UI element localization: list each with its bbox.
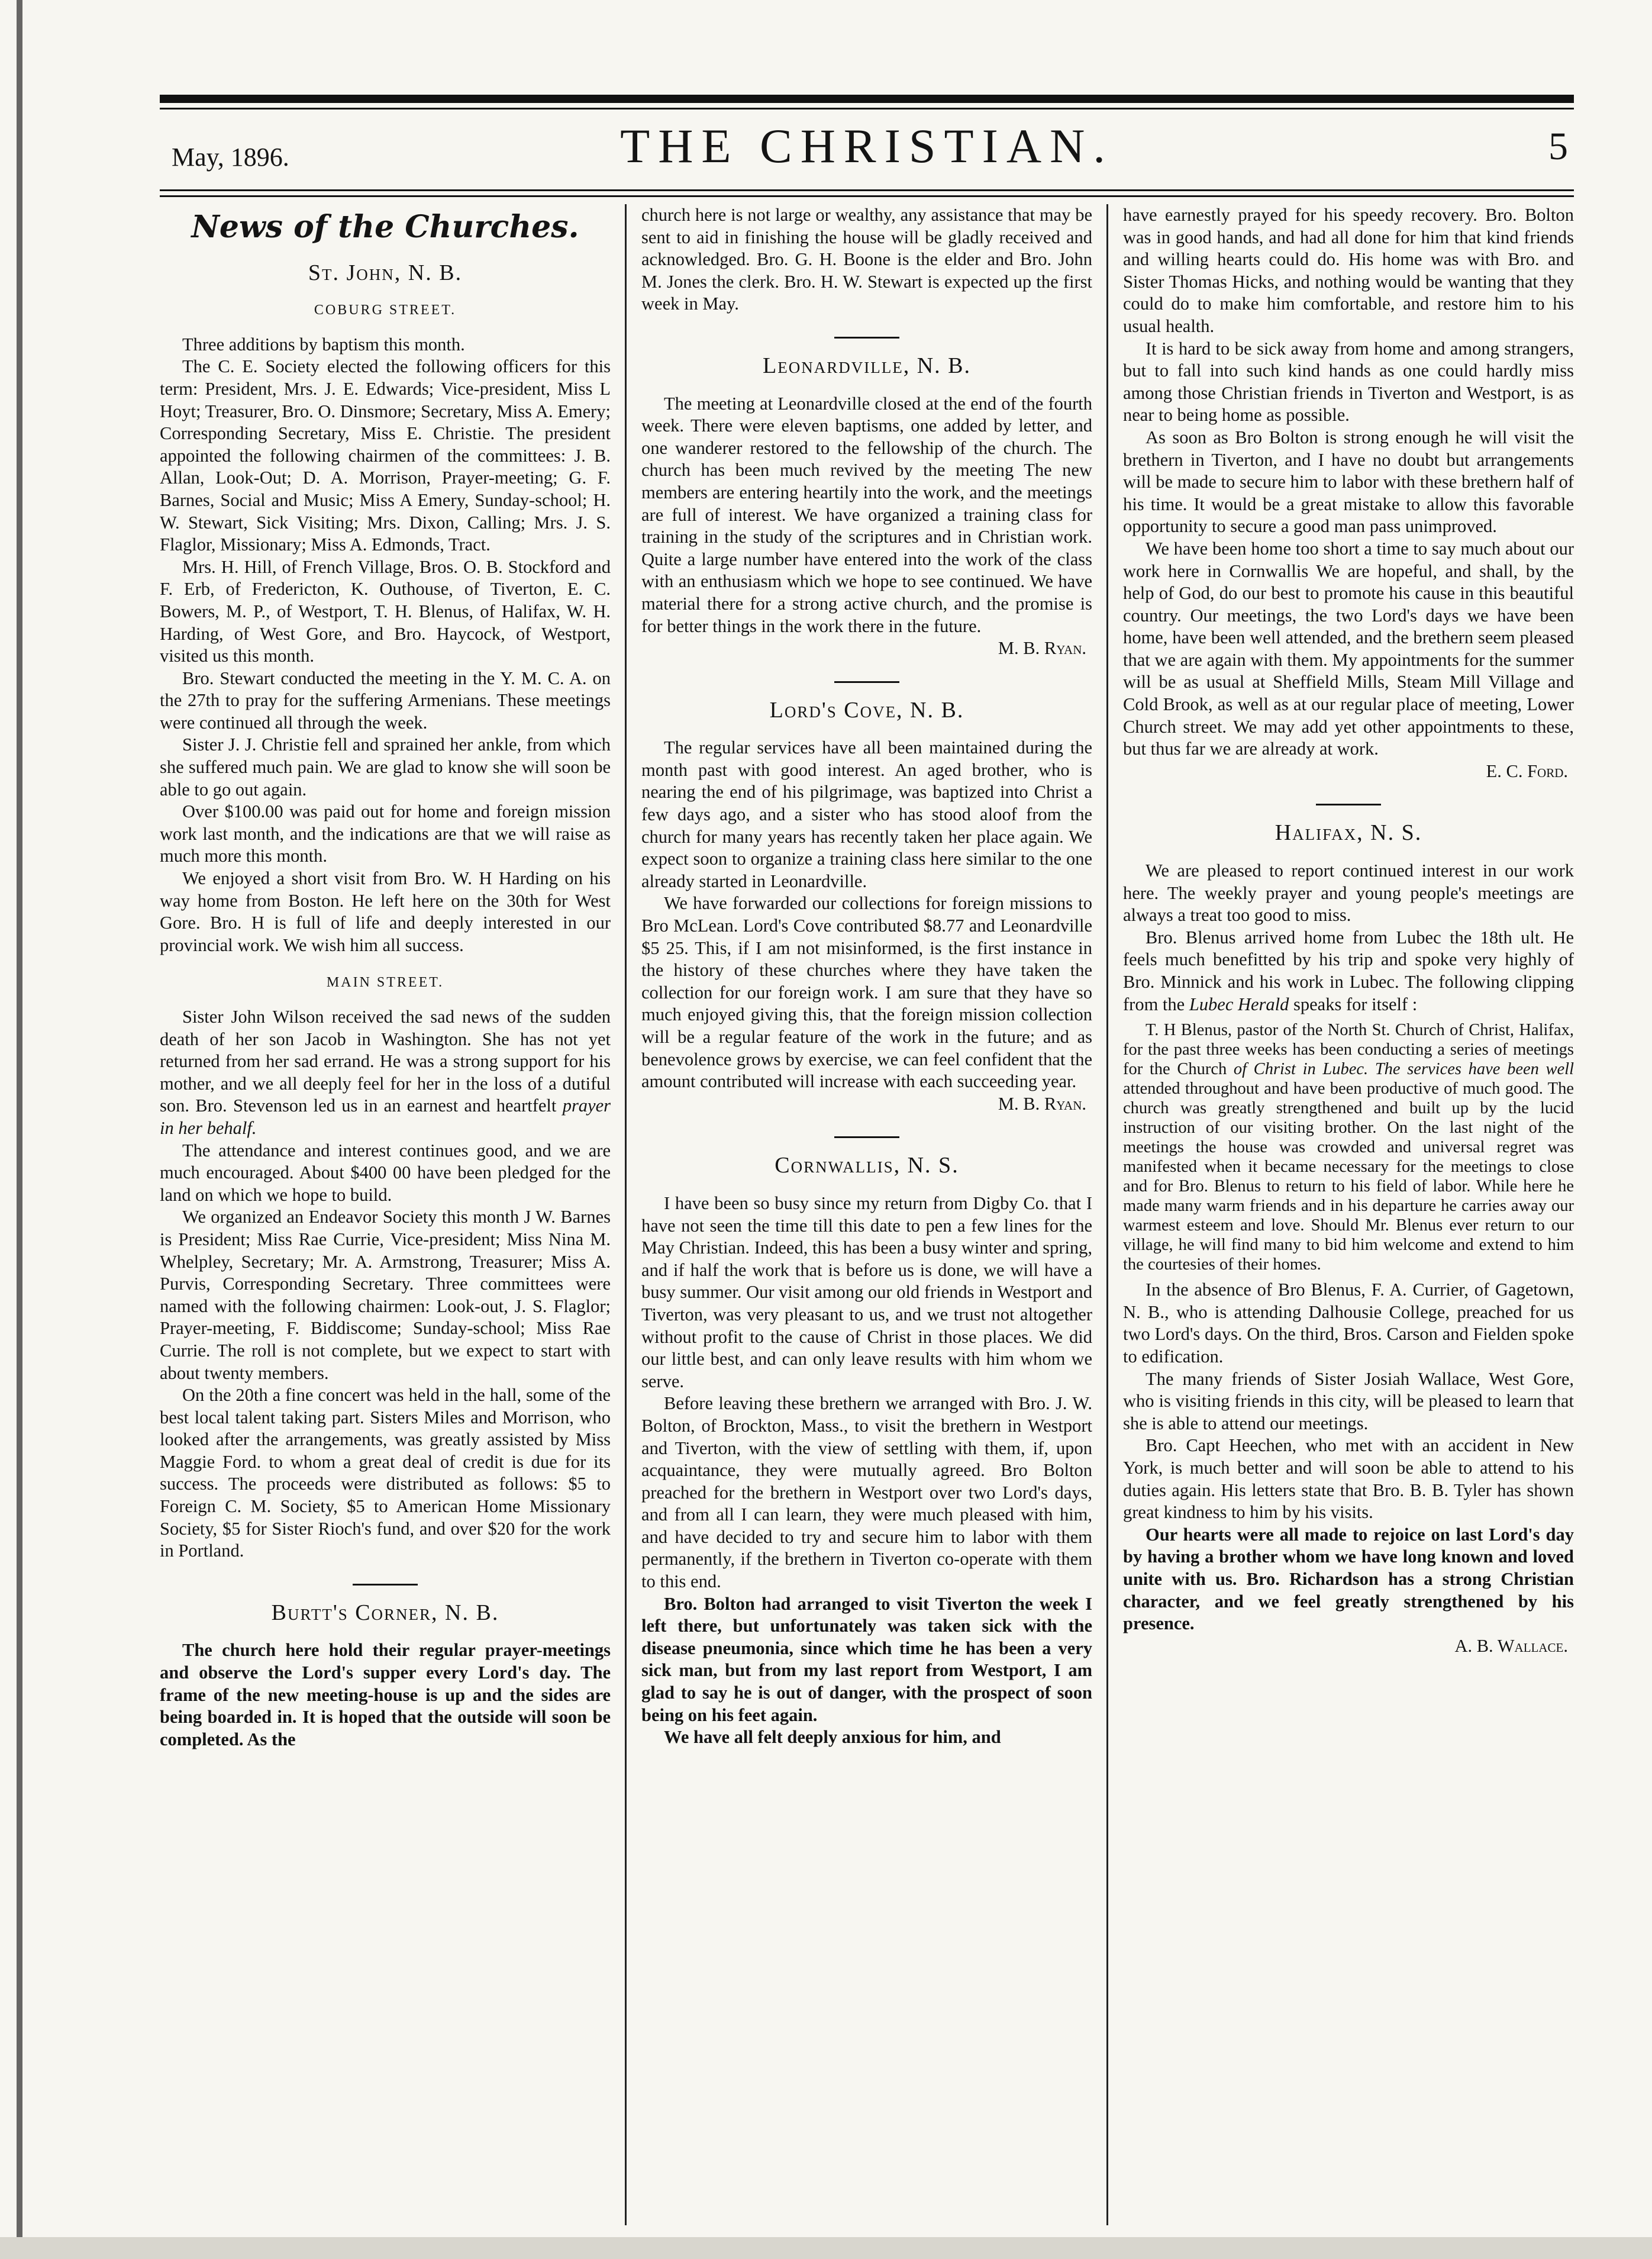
paragraph: church here is not large or wealthy, any assistance that may be sent to aid in finishing the house will be gladly received and acknowledged. Bro. G. H. Boone is the elder and Bro. John M. Jones the clerk. Bro. H. W. Stewart is expected up the first week in May.	[641, 205, 1092, 314]
signature: A. B. Wallace.	[1454, 1635, 1568, 1656]
paragraph: I have been so busy since my return from Digby Co. that I have not seen the time till this date to pen a few lines for the May Christian. Indeed, this has been a busy winter and spring, and if half the work that is before us is done, we will have a busy summer. Our visit among our old friends in Westport and Tiverton, was very pleasant to us, and we trust not altogether without profit to the cause of Christ in those places. We did our little best, and can only leave results with him whom we serve.	[641, 1193, 1092, 1391]
separator	[834, 681, 899, 683]
italic-text: prayer in her behalf.	[160, 1095, 611, 1138]
column-divider	[1106, 204, 1108, 2225]
column-3	[1123, 204, 1574, 1657]
top-rule	[160, 95, 1574, 103]
paragraph: The C. E. Society elected the following officers for this term: President, Mrs. J. E. Edwards; Vice-president, Miss L Hoyt; Treasurer, Bro. O. Dinsmore; Secretary, Miss A. Emery; Corresponding Secretary, Miss E. Christie. The president appointed the following chairmen of the committees: J. B. Allan, Look-Out; D. A. Morrison, Prayer-meeting; G. F. Barnes, Social and Music; Miss A Emery, Sunday-school; H. W. Stewart, Sick Visiting; Mrs. Dixon, Calling; Mrs. J. S. Flaglor, Missionary; Miss A. Edmonds, Tract.	[160, 356, 611, 555]
paragraph: As soon as Bro Bolton is strong enough he will visit the brethern in Tiverton, and I have no doubt but arrangements will be made to secure him to labor with these brethern half of his time. It would be a great mistake to allow this favorable opportunity to secure a good man pass unimproved.	[1123, 427, 1574, 537]
separator	[1316, 804, 1381, 805]
paragraph: Over $100.00 was paid out for home and foreign mission work last month, and the indications are that we will raise as much more this month.	[160, 801, 611, 866]
paragraph-text: speaks for itself :	[1293, 994, 1418, 1014]
paragraph: The regular services have all been maintained during the month past with good interest. An aged brother, who is nearing the end of his pilgrimage, was baptized into Christ a few days ago, and a sister who has stood aloof from the church for many years has recently taken her place again. We expect soon to organize a training class here similar to the one already started in Leonardville.	[641, 737, 1092, 891]
italic-text: of Christ in Lubec. The services have been well	[1233, 1060, 1574, 1079]
separator	[834, 1136, 899, 1138]
paragraph: We have been home too short a time to say much about our work here in Cornwallis We are hopeful, and shall, by the help of God, do our best to promote his cause in this beautiful country. Our meetings, the two Lord's days we have been home, have been well attended, and the brethern seem pleased that we are again with them. My appointments for the summer will be as usual at Sheffield Mills, Steam Mill Village and Cold Brook, as well as at our regular place of meeting, Lower Church street. We may add yet other appointments to these, but thus far we are already at work.	[1123, 538, 1574, 759]
issue-date: May, 1896.	[172, 143, 289, 172]
paragraph: The meeting at Leonardville closed at the end of the fourth week. There were eleven baptisms, one added by letter, and one wanderer restored to the fellowship of the church. The church has been much revived by the meeting The new members are entering heartily into the work, and the meetings are full of interest. We have organized a training class for training in the study of the scriptures and in Christian work. Quite a large number have entered into the work of the class with an enthusiasm which we hope to see continued. We have material there for a strong active church, and the promise is for better things in the work there in the future.	[641, 393, 1092, 636]
scan-edge	[17, 0, 22, 2259]
article-subtitle: COBURG STREET.	[314, 302, 457, 318]
paragraph	[160, 1006, 611, 1140]
paragraph	[1123, 927, 1574, 1016]
column-2	[641, 204, 1092, 1749]
paragraph-text: Sister John Wilson received the sad news of the sudden death of her son Jacob in Washington. She has not yet returned from her sad errand. He was a strong support for his mother, and we all deeply feel for her in the loss of a dutiful son. Bro. Stevenson led us in an earnest and heartfelt	[160, 1007, 611, 1116]
article-title: St. John, N. B.	[308, 260, 463, 285]
paragraph: have earnestly prayed for his speedy recovery. Bro. Bolton was in good hands, and had all done for him that kind friends and willing hearts could do. His home was with Bro. and Sister Thomas Hicks, and nothing would be wanting that they could do to make him comfortable, and restore him to his usual health.	[1123, 205, 1574, 336]
article-title: Burtt's Corner, N. B.	[271, 1600, 499, 1625]
paragraph: It is hard to be sick away from home and among strangers, but to fall into such kind hands as one could hardly miss among those Christian friends in Tiverton and Westport, is as near to being home as possible.	[1123, 338, 1574, 426]
signature: E. C. Ford.	[1486, 760, 1568, 781]
paragraph: We are pleased to report continued interest in our work here. The weekly prayer and young people's meetings are always a treat too good to miss.	[1123, 861, 1574, 926]
paragraph: We enjoyed a short visit from Bro. W. H Harding on his way home from Boston. He left here on the 30th for West Gore. Bro. H is full of life and deeply interested in our provincial work. We wish him all success.	[160, 868, 611, 955]
paragraph: Before leaving these brethern we arranged with Bro. J. W. Bolton, of Brockton, Mass., to visit the brethern in Westport and Tiverton, with the view of settling with them, if, upon acquaintance, they were mutually agreed. Bro Bolton preached for the brethern in Westport over two Lord's days, and from all I can learn, they were much pleased with him, and have decided to try and secure him to labor with them permanently, if the brethern in Tiverton co-operate with them to this end.	[641, 1393, 1092, 1592]
article-title: Cornwallis, N. S.	[775, 1153, 959, 1178]
top-rule-thin	[160, 108, 1574, 109]
newspaper-page	[160, 95, 1574, 2225]
columns	[160, 204, 1574, 2225]
paragraph: Sister J. J. Christie fell and sprained her ankle, from which she suffered much pain. We are glad to know she will soon be able to go out again.	[160, 734, 611, 800]
paragraph: Bro. Capt Heechen, who met with an accident in New York, is much better and will soon be able to attend to his duties again. His letters state that Bro. B. B. Tyler has shown great kindness to him by his visits.	[1123, 1435, 1574, 1523]
signature: M. B. Ryan.	[998, 638, 1086, 659]
paragraph: In the absence of Bro Blenus, F. A. Currier, of Gagetown, N. B., who is attending Dalhousie College, preached for us two Lord's days. On the third, Bros. Carson and Fielden spoke to edification.	[1123, 1280, 1574, 1367]
quoted-clipping	[1123, 1020, 1574, 1274]
article-title: Lord's Cove, N. B.	[769, 697, 964, 723]
article-title: Leonardville, N. B.	[763, 353, 971, 378]
paragraph: We have forwarded our collections for foreign missions to Bro McLean. Lord's Cove contributed $8.77 and Leonardville $5 25. This, if I am not misinformed, is the first instance in the history of these churches where they have taken the collection for our foreign work. I am sure that they have so much enjoyed giving this, that the foreign mission collection will be a regular feature of the work in the future; and as benevolence grows by exercise, we can feel confident that the amount contributed will increase with each succeeding year.	[641, 893, 1092, 1092]
paragraph: Mrs. H. Hill, of French Village, Bros. O. B. Stockford and F. Erb, of Fredericton, K. Outhouse, of Tiverton, E. C. Bowers, M. P., of Westport, T. H. Blenus, of Halifax, W. H. Harding, of West Gore, and Bro. Haycock, of Westport, visited us this month.	[160, 556, 611, 666]
paragraph: The church here hold their regular prayer-meetings and observe the Lord's supper every Lord's day. The frame of the new meeting-house is up and the sides are being boarded in. It is hoped that the outside will soon be completed. As the	[160, 1640, 611, 1749]
italic-text: Lubec Herald	[1189, 994, 1289, 1014]
page-number: 5	[1548, 125, 1568, 168]
section-heading: News of the Churches.	[191, 209, 579, 245]
paragraph: We have all felt deeply anxious for him, and	[664, 1727, 1001, 1748]
masthead-rule	[160, 189, 1574, 191]
signature: M. B. Ryan.	[998, 1093, 1086, 1114]
separator	[834, 337, 899, 339]
paragraph: Three additions by baptism this month.	[182, 334, 465, 355]
masthead	[160, 118, 1574, 183]
scan-bottom-edge	[0, 2237, 1652, 2259]
paragraph: On the 20th a fine concert was held in the hall, some of the best local talent taking part. Sisters Miles and Morrison, who looked after the arrangements, was greatly assisted by Miss Maggie Ford. to whom a great deal of credit is due for its success. The proceeds were distributed as follows: $5 to Foreign C. M. Society, $5 to American Home Missionary Society, $5 for Sister Rioch's fund, and over $20 for the work in Portland.	[160, 1385, 611, 1561]
separator	[353, 1584, 418, 1586]
paragraph: The attendance and interest continues good, and we are much encouraged. About $400 00 have been pledged for the land on which we hope to build.	[160, 1140, 611, 1205]
newspaper-title: THE CHRISTIAN.	[620, 119, 1114, 173]
paragraph: Bro. Bolton had arranged to visit Tiverton the week I left there, but unfortunately was taken sick with the disease pneumonia, since which time he has been a very sick man, but from my last report from Westport, I am glad to say he is out of danger, with the prospect of soon being on his feet again.	[641, 1593, 1092, 1725]
column-1	[160, 204, 611, 1751]
article-title: Halifax, N. S.	[1275, 820, 1422, 846]
paragraph: Our hearts were all made to rejoice on last Lord's day by having a brother whom we have long known and loved unite with us. Bro. Richardson has a strong Christian character, and we feel greatly strengthened by his presence.	[1123, 1524, 1574, 1634]
column-divider	[625, 204, 627, 2225]
masthead-rule-2	[160, 195, 1574, 197]
paragraph: Bro. Stewart conducted the meeting in the Y. M. C. A. on the 27th to pray for the suffering Armenians. These meetings were continued all through the week.	[160, 668, 611, 733]
clipping-text: attended throughout and have been productive of much good. The church was greatly strengthened and built up by the lucid instruction of our visiting brother. On the last night of the meetings the house was crowded and universal regret was manifested when it became necessary for the meetings to close and for Bro. Blenus to return to his field of labor. While here he made many warm friends and in his departure he carries away our warmest esteem and love. Should Mr. Blenus ever return to our village, he will find many to bid him welcome and extend to him the courtesies of their homes.	[1123, 1079, 1574, 1274]
paragraph: We organized an Endeavor Society this month J W. Barnes is President; Miss Rae Currie, Vice-president; Miss Nina M. Whelpley, Secretary; Mr. A. Armstrong, Treasurer; Miss A. Purvis, Corresponding Secretary. Three committees were named with the following chairmen: Look-out, J. S. Flaglor; Prayer-meeting, F. Biddiscome; Sunday-school; Miss Rae Currie. The roll is not complete, but we expect to start with about twenty members.	[160, 1207, 611, 1383]
paragraph-text: Bro. Blenus arrived home from Lubec the 18th ult. He feels much benefitted by his trip and spoke very highly of Bro. Minnick and his work in Lubec. The following clipping from the	[1123, 927, 1574, 1014]
article-subtitle: MAIN STREET.	[326, 975, 444, 991]
paragraph: The many friends of Sister Josiah Wallace, West Gore, who is visiting friends in this city, will be pleased to learn that she is able to attend our meetings.	[1123, 1368, 1574, 1433]
clipping-text: T. H Blenus, pastor of the North St. Church of Christ, Halifax, for the past three weeks has been conducting a series of meetings for the Church	[1123, 1021, 1574, 1079]
